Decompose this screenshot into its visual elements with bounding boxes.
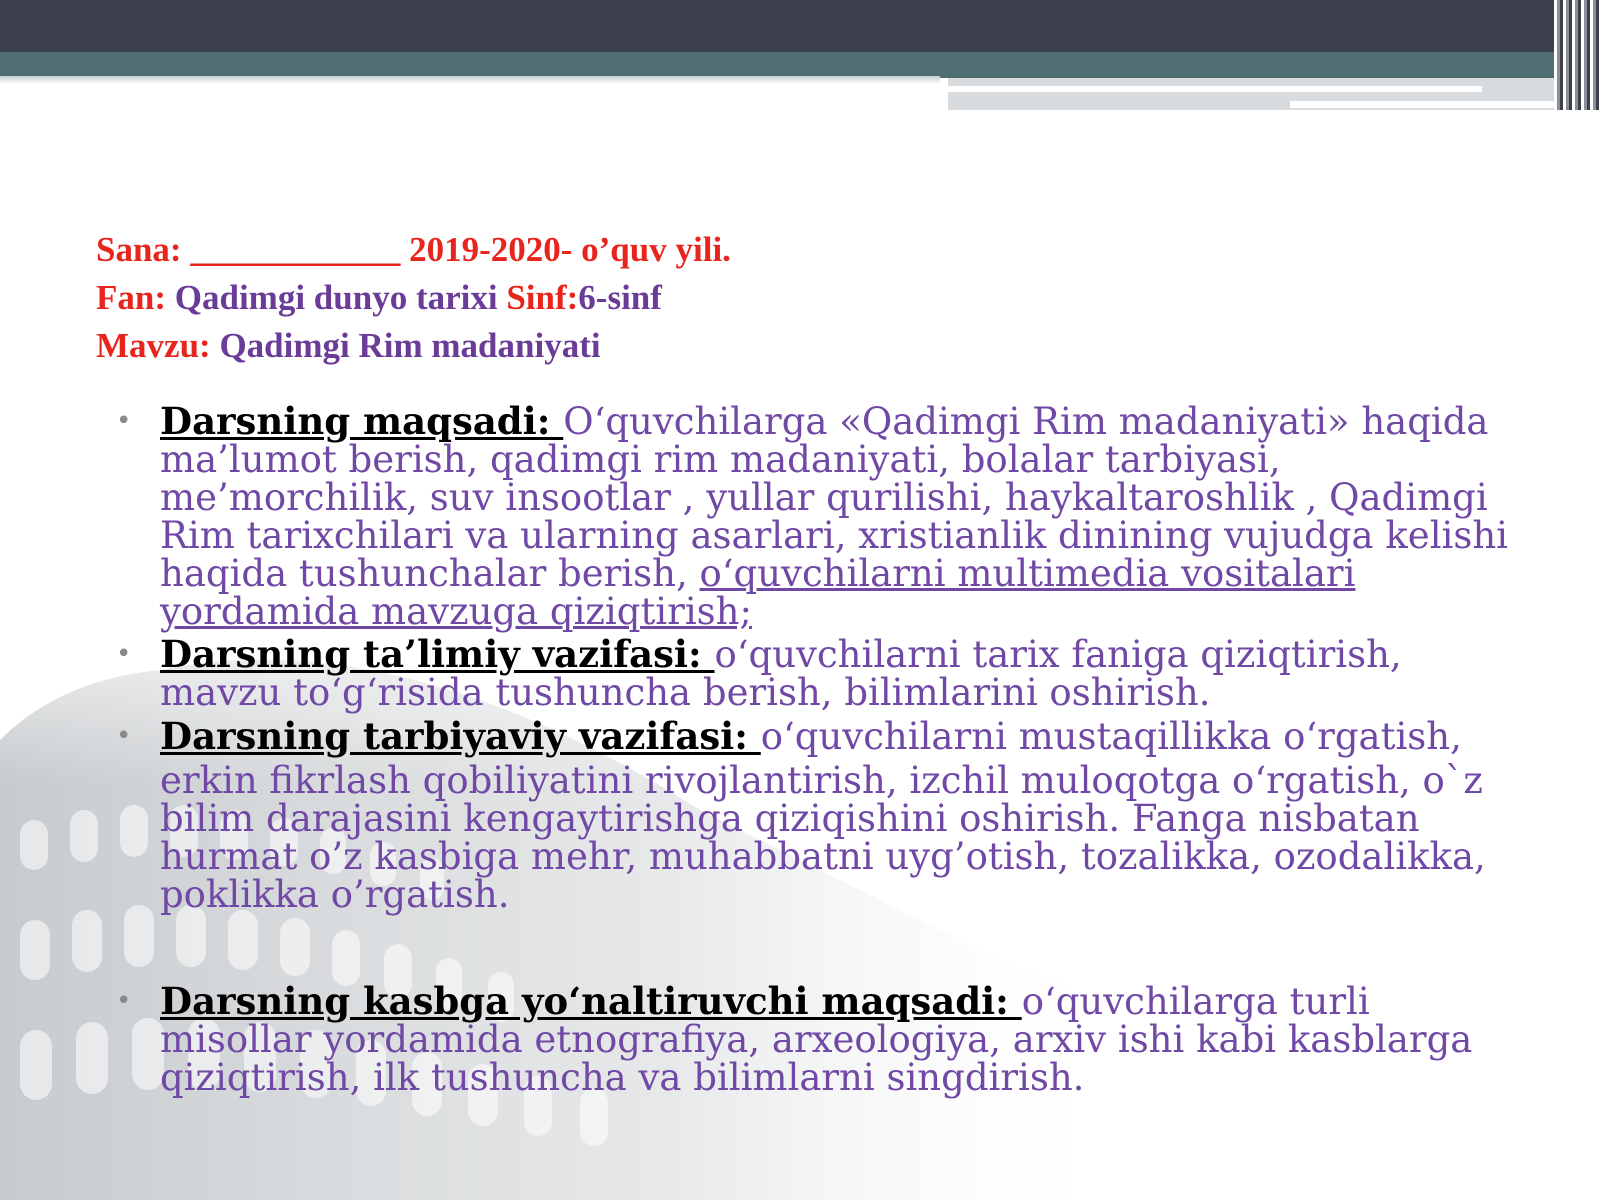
upbringing-task-text: erkin fikrlash qobiliyatini rivojlantirish, izchil muloqotga o‘rgatish, o`z bilim darajasini kengaytirishga qiziqishini oshirish. Fanga nisbatan hurmat o’z kasbiga mehr, muhabbatni uyg’otish, tozalikka, ozodalikka, poklikka o’rgatish. (160, 759, 1486, 916)
bullet-icon: • (116, 406, 132, 436)
lesson-header (96, 226, 731, 370)
subject-line (96, 274, 731, 322)
top-right-line-short (1290, 101, 1568, 108)
list-item (116, 979, 1516, 1099)
topic-label: Mavzu: (96, 326, 220, 365)
objective-text: O‘quvchilarga «Qadimgi Rim madaniyati» haqida ma’lumot berish, qadimgi rim madaniyati, bolalar tarbiyasi, me’morchilik, suv insootlar , yullar qurilishi, haykaltaroshlik , Qadimgi Rim tarixchilari va ularning asarlari, xristianlik dinining vujudga kelishi haqida tushunchalar berish, (160, 400, 1509, 595)
top-right-line (948, 86, 1482, 92)
topic-value: Qadimgi Rim madaniyati (219, 326, 601, 365)
objective-underlined-text: o‘quvchilarni multimedia vositalari yordamida mavzuga qiziqtirish; (160, 552, 1356, 633)
objectives-list (116, 399, 1516, 1099)
top-dark-bar (0, 0, 1600, 56)
educational-task-label: Darsning ta’limiy vazifasi: (160, 632, 715, 676)
bullet-icon: • (116, 721, 132, 751)
career-objective-label: Darsning kasbga yo‘naltiruvchi maqsadi: (160, 979, 1022, 1023)
top-teal-bar (0, 52, 1600, 78)
educational-task-text: o‘quvchilarni tarix faniga qiziqtirish, mavzu to‘g‘risida tushuncha berish, bilimlarini oshirish. (160, 633, 1402, 714)
teal-bar-shadow (0, 76, 940, 84)
date-line (96, 226, 731, 274)
date-blank: ____________ (190, 230, 401, 269)
bullet-icon: • (116, 986, 132, 1016)
date-label: Sana: (96, 230, 191, 269)
subject-label: Fan: (96, 278, 175, 317)
bullet-icon: • (116, 639, 132, 669)
list-item (116, 632, 1516, 714)
top-right-stripes (1554, 0, 1600, 110)
list-item (116, 399, 1516, 633)
grade-value: 6-sinf (578, 278, 662, 317)
school-year: 2019-2020- o’quv yili. (400, 230, 731, 269)
subject-value: Qadimgi dunyo tarixi (174, 278, 507, 317)
upbringing-task-text-line1: o‘quvchilarni mustaqillikka o‘rgatish, (760, 715, 1462, 758)
grade-label: Sinf: (506, 278, 579, 317)
objective-label: Darsning maqsadi: (160, 399, 564, 443)
career-objective-text: o‘quvchilarga turli misollar yordamida etnografiya, arxeologiya, arxiv ishi kabi kasblarga qiziqtirish, ilk tushuncha va bilimlarni singdirish. (160, 980, 1473, 1099)
upbringing-task-label: Darsning tarbiyaviy vazifasi: (160, 714, 761, 758)
topic-line (96, 322, 731, 370)
list-item (116, 714, 1516, 916)
